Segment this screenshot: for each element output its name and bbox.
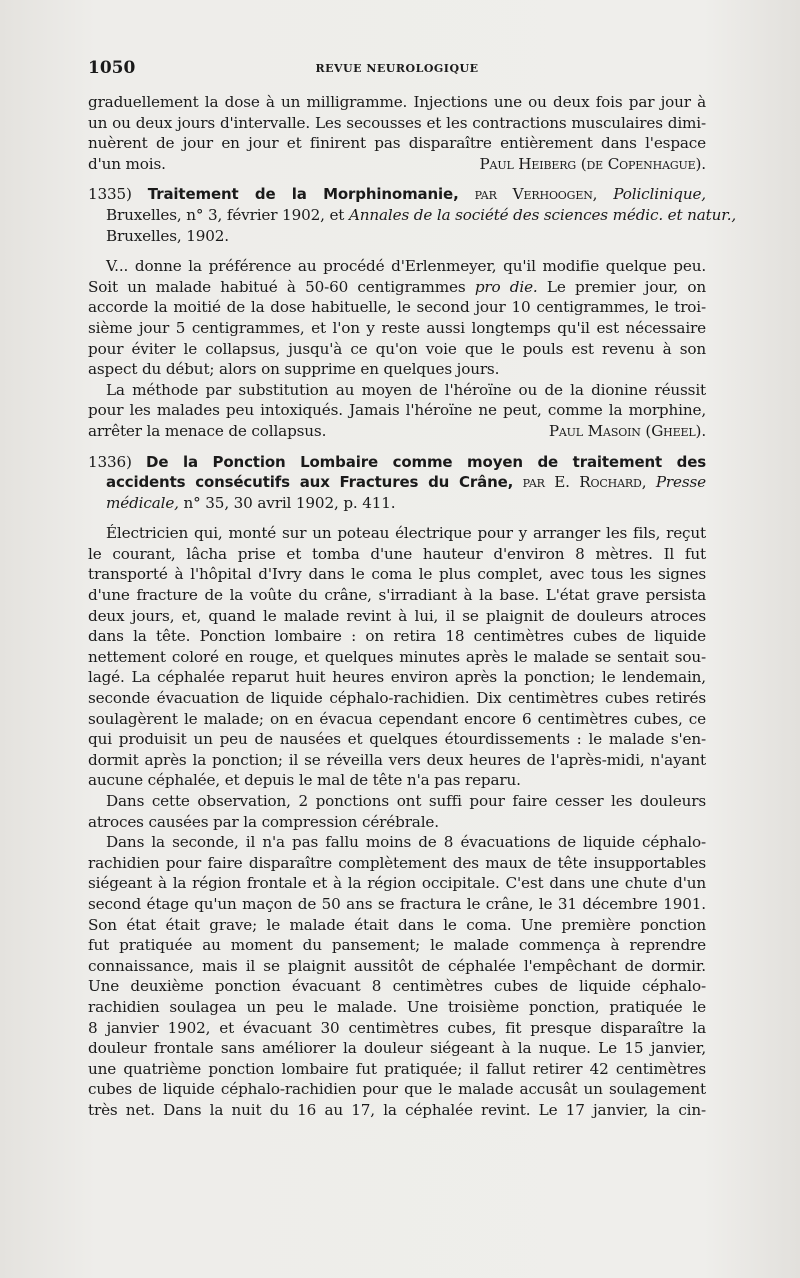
journal-name: Policlinique, (613, 185, 706, 204)
article-number: 1336) (88, 452, 132, 471)
text-line: Son état était grave; le malade était dans le coma. Une première ponction (88, 915, 706, 934)
article-title: accidents consécutifs aux Fractures du Crâne, (106, 473, 514, 492)
text-line: connaissance, mais il se plaignit aussitôt de céphalée l'empêchant de dormir. (88, 956, 706, 975)
text-line: V... donne la préférence au procédé d'Erlenmeyer, qu'il modifie quelque peu. (106, 257, 706, 276)
article-author: par Verhoogen, (458, 185, 614, 204)
text-line: accorde la moitié de la dose habituelle, le second jour 10 centigrammes, le troi- (88, 298, 706, 317)
author-signature: Paul Masoin (Gheel). (548, 421, 706, 440)
article-number: 1335) (88, 185, 132, 204)
text-line: pour éviter le collapsus, jusqu'à ce qu'on voie que le pouls est revenu à son (88, 339, 706, 358)
text-line: douleur frontale sans améliorer la douleur siégeant à la nuque. Le 15 janvier, (88, 1039, 706, 1058)
text-line: Électricien qui, monté sur un poteau électrique pour y arranger les fils, reçut (106, 524, 706, 543)
paragraph (88, 791, 706, 832)
text-line: sième jour 5 centigrammes, et l'on y reste aussi longtemps qu'il est nécessaire (88, 318, 706, 337)
paragraph (88, 832, 706, 1120)
text-line: siégeant à la région frontale et à la région occipitale. C'est dans une chute d'un (88, 874, 706, 893)
text-fragment: Soit un malade habitué à 50-60 centigrammes (88, 277, 475, 296)
reference-text: n° 35, 30 avril 1902, p. 411. (178, 493, 396, 512)
text-line: cubes de liquide céphalo-rachidien pour que le malade accusât un soulagement (88, 1080, 706, 1099)
text-fragment: Le premier jour, on (537, 277, 707, 296)
text-line: le courant, lâcha prise et tomba d'une hauteur d'environ 8 mètres. Il fut (88, 544, 706, 563)
running-title: REVUE NEUROLOGIQUE (315, 62, 479, 75)
article-title: Traitement de la Morphinomanie, (147, 185, 459, 204)
article-author: par E. Rochard, (513, 473, 656, 492)
author-signature: Paul Heiberg (de Copenhague). (479, 154, 706, 173)
text-line: dans la tête. Ponction lombaire : on retira 18 centimètres cubes de liquide (88, 627, 706, 646)
journal-name: Presse (655, 473, 706, 492)
paragraph (88, 523, 706, 791)
article-heading (88, 452, 706, 473)
text-line: aspect du début; alors on supprime en quelques jours. (88, 360, 500, 379)
text-line: très net. Dans la nuit du 16 au 17, la céphalée revint. Le 17 janvier, la cin- (88, 1100, 706, 1119)
italic-fragment: pro die. (474, 277, 538, 296)
page-number: 1050 (88, 58, 136, 78)
journal-name: médicale, (106, 493, 179, 512)
paragraph (88, 256, 706, 380)
text-line: Dans cette observation, 2 ponctions ont suffi pour faire cesser les douleurs (106, 792, 706, 810)
article-heading (88, 472, 706, 493)
text-line: rachidien pour faire disparaître complètement des maux de tête insupportables (88, 853, 706, 872)
text-line: une quatrième ponction lombaire fut pratiquée; il fallut retirer 42 centimètres (88, 1059, 706, 1078)
text-line: transporté à l'hôpital d'Ivry dans le coma le plus complet, avec tous les signes (88, 565, 706, 584)
text-line: seconde évacuation de liquide céphalo-rachidien. Dix centimètres cubes retirés (88, 689, 706, 708)
article-reference (88, 205, 737, 226)
text-line (88, 154, 706, 175)
text-line: nettement coloré en rouge, et quelques minutes après le malade se sentait sou- (88, 647, 706, 666)
continuation-paragraph (88, 92, 706, 174)
text-line: graduellement la dose à un milligramme. Injections une ou deux fois par jour à (88, 93, 706, 111)
text-line: aucune céphalée, et depuis le mal de tête n'a pas reparu. (88, 771, 521, 790)
text-line: lagé. La céphalée reparut huit heures environ après la ponction; le lendemain, (88, 668, 706, 687)
text-fragment: d'un mois. (88, 154, 166, 173)
text-line (88, 421, 706, 442)
text-line: d'une fracture de la voûte du crâne, s'irradiant à la base. L'état grave persista (88, 586, 706, 605)
text-line: Une deuxième ponction évacuant 8 centimètres cubes de liquide céphalo- (88, 977, 706, 996)
article-heading (88, 184, 706, 205)
text-line: fut pratiquée au moment du pansement; le malade commença à reprendre (88, 936, 706, 955)
page-content (88, 92, 737, 1121)
text-line: un ou deux jours d'intervalle. Les secousses et les contractions musculaires dimi- (88, 113, 706, 132)
article-title: De la Ponction Lombaire comme moyen de traitement des (146, 452, 707, 471)
article-1336 (88, 452, 706, 1121)
text-line: atroces causées par la compression cérébrale. (88, 812, 439, 831)
text-fragment: arrêter la menace de collapsus. (88, 421, 327, 440)
text-line: La méthode par substitution au moyen de l'héroïne ou de la dionine réussit (106, 380, 706, 399)
text-line: dormit après la ponction; il se réveilla vers deux heures de l'après-midi, n'ayant (88, 750, 706, 769)
journal-name: Annales de la société des sciences médic. et natur., (348, 205, 737, 224)
text-line: second étage qu'un maçon de 50 ans se fractura le crâne, le 31 décembre 1901. (88, 894, 706, 913)
text-line: pour les malades peu intoxiqués. Jamais l'héroïne ne peut, comme la morphine, (88, 401, 706, 420)
text-line: soulagèrent le malade; on en évacua cependant encore 6 centimètres cubes, ce (88, 709, 706, 728)
article-reference: Bruxelles, 1902. (106, 226, 229, 245)
article-reference (88, 493, 706, 514)
text-line: 8 janvier 1902, et évacuant 30 centimètres cubes, fit presque disparaître la (88, 1018, 706, 1037)
reference-text: Bruxelles, n° 3, février 1902, et (106, 205, 349, 224)
text-line: nuèrent de jour en jour et finirent pas disparaître entièrement dans l'espace (88, 134, 706, 153)
text-line (88, 277, 706, 298)
page-header (88, 58, 706, 80)
article-1335 (88, 184, 737, 441)
text-line: qui produisit un peu de nausées et quelques étourdissements : le malade s'en- (88, 730, 706, 749)
text-line: deux jours, et, quand le malade revint à lui, il se plaignit de douleurs atroces (88, 606, 706, 625)
text-line: rachidien soulagea un peu le malade. Une troisième ponction, pratiquée le (88, 997, 706, 1016)
text-line: Dans la seconde, il n'a pas fallu moins de 8 évacuations de liquide céphalo- (106, 833, 706, 852)
paragraph (88, 380, 706, 442)
